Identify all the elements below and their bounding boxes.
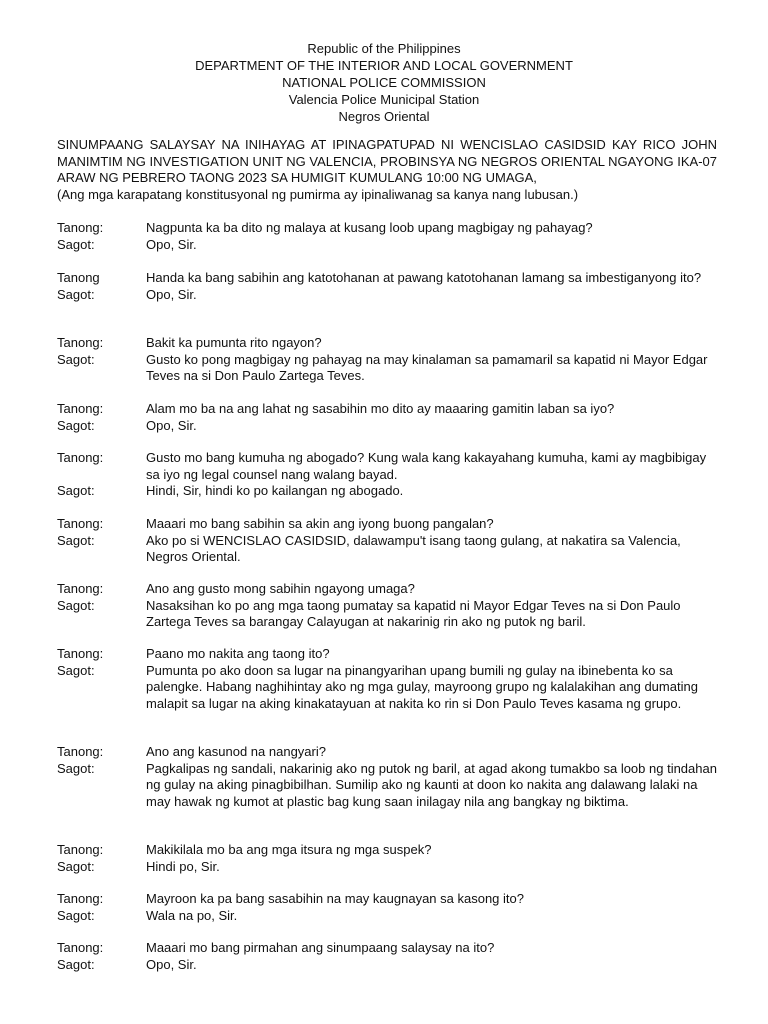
answer-text: Ako po si WENCISLAO CASIDSID, dalawampu't isang taong gulang, at nakatira sa Valencia, Negros Oriental. [146,532,681,564]
question-text: Maaari mo bang sabihin sa akin ang iyong buong pangalan? [146,516,494,531]
question-text: Bakit ka pumunta rito ngayon? [146,335,322,350]
qa-block [57,335,721,385]
answer-text: Hindi po, Sir. [146,858,220,874]
qa-block [57,842,721,875]
question-label: Tanong: [57,940,104,955]
header-commission: NATIONAL POLICE COMMISSION [282,75,486,90]
intro-note: (Ang mga karapatang konstitusyonal ng pumirma ay ipinaliwanag sa kanya nang lubusan.) [57,186,579,202]
answer-label: Sagot: [57,483,95,498]
qa-block [57,891,721,924]
qa-block [57,450,721,500]
answer-label: Sagot: [57,907,95,923]
header-republic: Republic of the Philippines [307,41,461,56]
answer-text: Opo, Sir. [146,286,197,302]
qa-block [57,646,721,712]
answer-label: Sagot: [57,662,95,678]
qa-block [57,270,721,303]
question-text: Paano mo nakita ang taong ito? [146,646,330,661]
question-label: Tanong: [57,220,104,235]
question-label: Tanong: [57,744,104,759]
answer-text: Opo, Sir. [146,417,197,433]
qa-block [57,581,721,631]
question-label: Tanong: [57,891,104,906]
answer-label: Sagot: [57,532,95,548]
qa-block [57,744,721,810]
answer-label: Sagot: [57,760,95,776]
header-province: Negros Oriental [338,109,430,124]
qa-block [57,220,721,253]
answer-text: Pumunta po ako doon sa lugar na pinangyarihan upang bumili ng gulay na ibinebenta ko sa palengke. Habang naghihintay ako ng mga gulay, mayroong grupo ng kalalakihan ang dumating malapit sa lugar na aking kinakatayuan at nakita ko rin si Don Paulo Teves kasama ng grupo. [146,662,698,711]
answer-text: Opo, Sir. [146,956,197,972]
answer-text: Pagkalipas ng sandali, nakarinig ako ng putok ng baril, at agad akong tumakbo sa loob ng tindahan ng gulay na aking pinagbibilhan. Sumilip ako ng kaunti at doon ko nakita ang dalawang lalaki na may hawak ng kumot at plastic bag kung saan inilagay nila ang bangkay ng biktima. [146,760,717,809]
question-label: Tanong: [57,335,104,350]
answer-label: Sagot: [57,236,95,252]
answer-text: Nasaksihan ko po ang mga taong pumatay sa kapatid ni Mayor Edgar Teves na si Don Paulo Zartega Teves sa barangay Calayugan at nakarinig rin ako ng putok ng baril. [146,597,681,629]
answer-text: Hindi, Sir, hindi ko po kailangan ng abogado. [146,483,404,498]
question-text: Nagpunta ka ba dito ng malaya at kusang loob upang magbigay ng pahayag? [146,220,593,235]
question-text: Maaari mo bang pirmahan ang sinumpaang salaysay na ito? [146,940,495,955]
question-label: Tanong: [57,842,104,857]
question-label: Tanong: [57,516,104,531]
question-text: Ano ang gusto mong sabihin ngayong umaga? [146,581,415,596]
answer-text: Wala na po, Sir. [146,907,238,923]
answer-label: Sagot: [57,417,95,433]
question-label: Tanong: [57,581,104,596]
document-header [0,40,768,125]
answer-text: Opo, Sir. [146,236,197,252]
question-text: Gusto mo bang kumuha ng abogado? Kung wala kang kakayahang kumuha, kami ay magbibigay sa iyo ng legal counsel nang walang bayad. [146,450,707,482]
question-label: Tanong [57,270,100,285]
answer-text: Gusto ko pong magbigay ng pahayag na may kinalaman sa pamamaril sa kapatid ni Mayor Edgar Teves na si Don Paulo Zartega Teves. [146,351,708,383]
qa-block [57,401,721,434]
answer-label: Sagot: [57,858,95,874]
intro-statement: SINUMPAANG SALAYSAY NA INIHAYAG AT IPINAGPATUPAD NI WENCISLAO CASIDSID KAY RICO JOHN MANIMTIM NG INVESTIGATION UNIT NG VALENCIA, PROBINSYA NG NEGROS ORIENTAL NGAYONG IKA-07 ARAW NG PEBRERO TAONG 2023 SA HUMIGIT KUMULANG 10:00 NG UMAGA, [57,137,717,185]
question-text: Makikilala mo ba ang mga itsura ng mga suspek? [146,842,432,857]
question-label: Tanong: [57,450,104,465]
question-text: Mayroon ka pa bang sasabihin na may kaugnayan sa kasong ito? [146,891,524,906]
qa-block [57,516,721,566]
question-label: Tanong: [57,401,104,416]
answer-label: Sagot: [57,597,95,613]
question-label: Tanong: [57,646,104,661]
answer-label: Sagot: [57,286,95,302]
intro-block [57,137,717,203]
answer-label: Sagot: [57,351,95,367]
qa-block [57,940,721,973]
header-department: DEPARTMENT OF THE INTERIOR AND LOCAL GOVERNMENT [195,58,573,73]
question-text: Handa ka bang sabihin ang katotohanan at pawang katotohanan lamang sa imbestiganyong ito? [146,270,702,285]
header-station: Valencia Police Municipal Station [288,92,480,107]
question-text: Ano ang kasunod na nangyari? [146,744,326,759]
answer-label: Sagot: [57,956,95,972]
question-text: Alam mo ba na ang lahat ng sasabihin mo dito ay maaaring gamitin laban sa iyo? [146,401,615,416]
